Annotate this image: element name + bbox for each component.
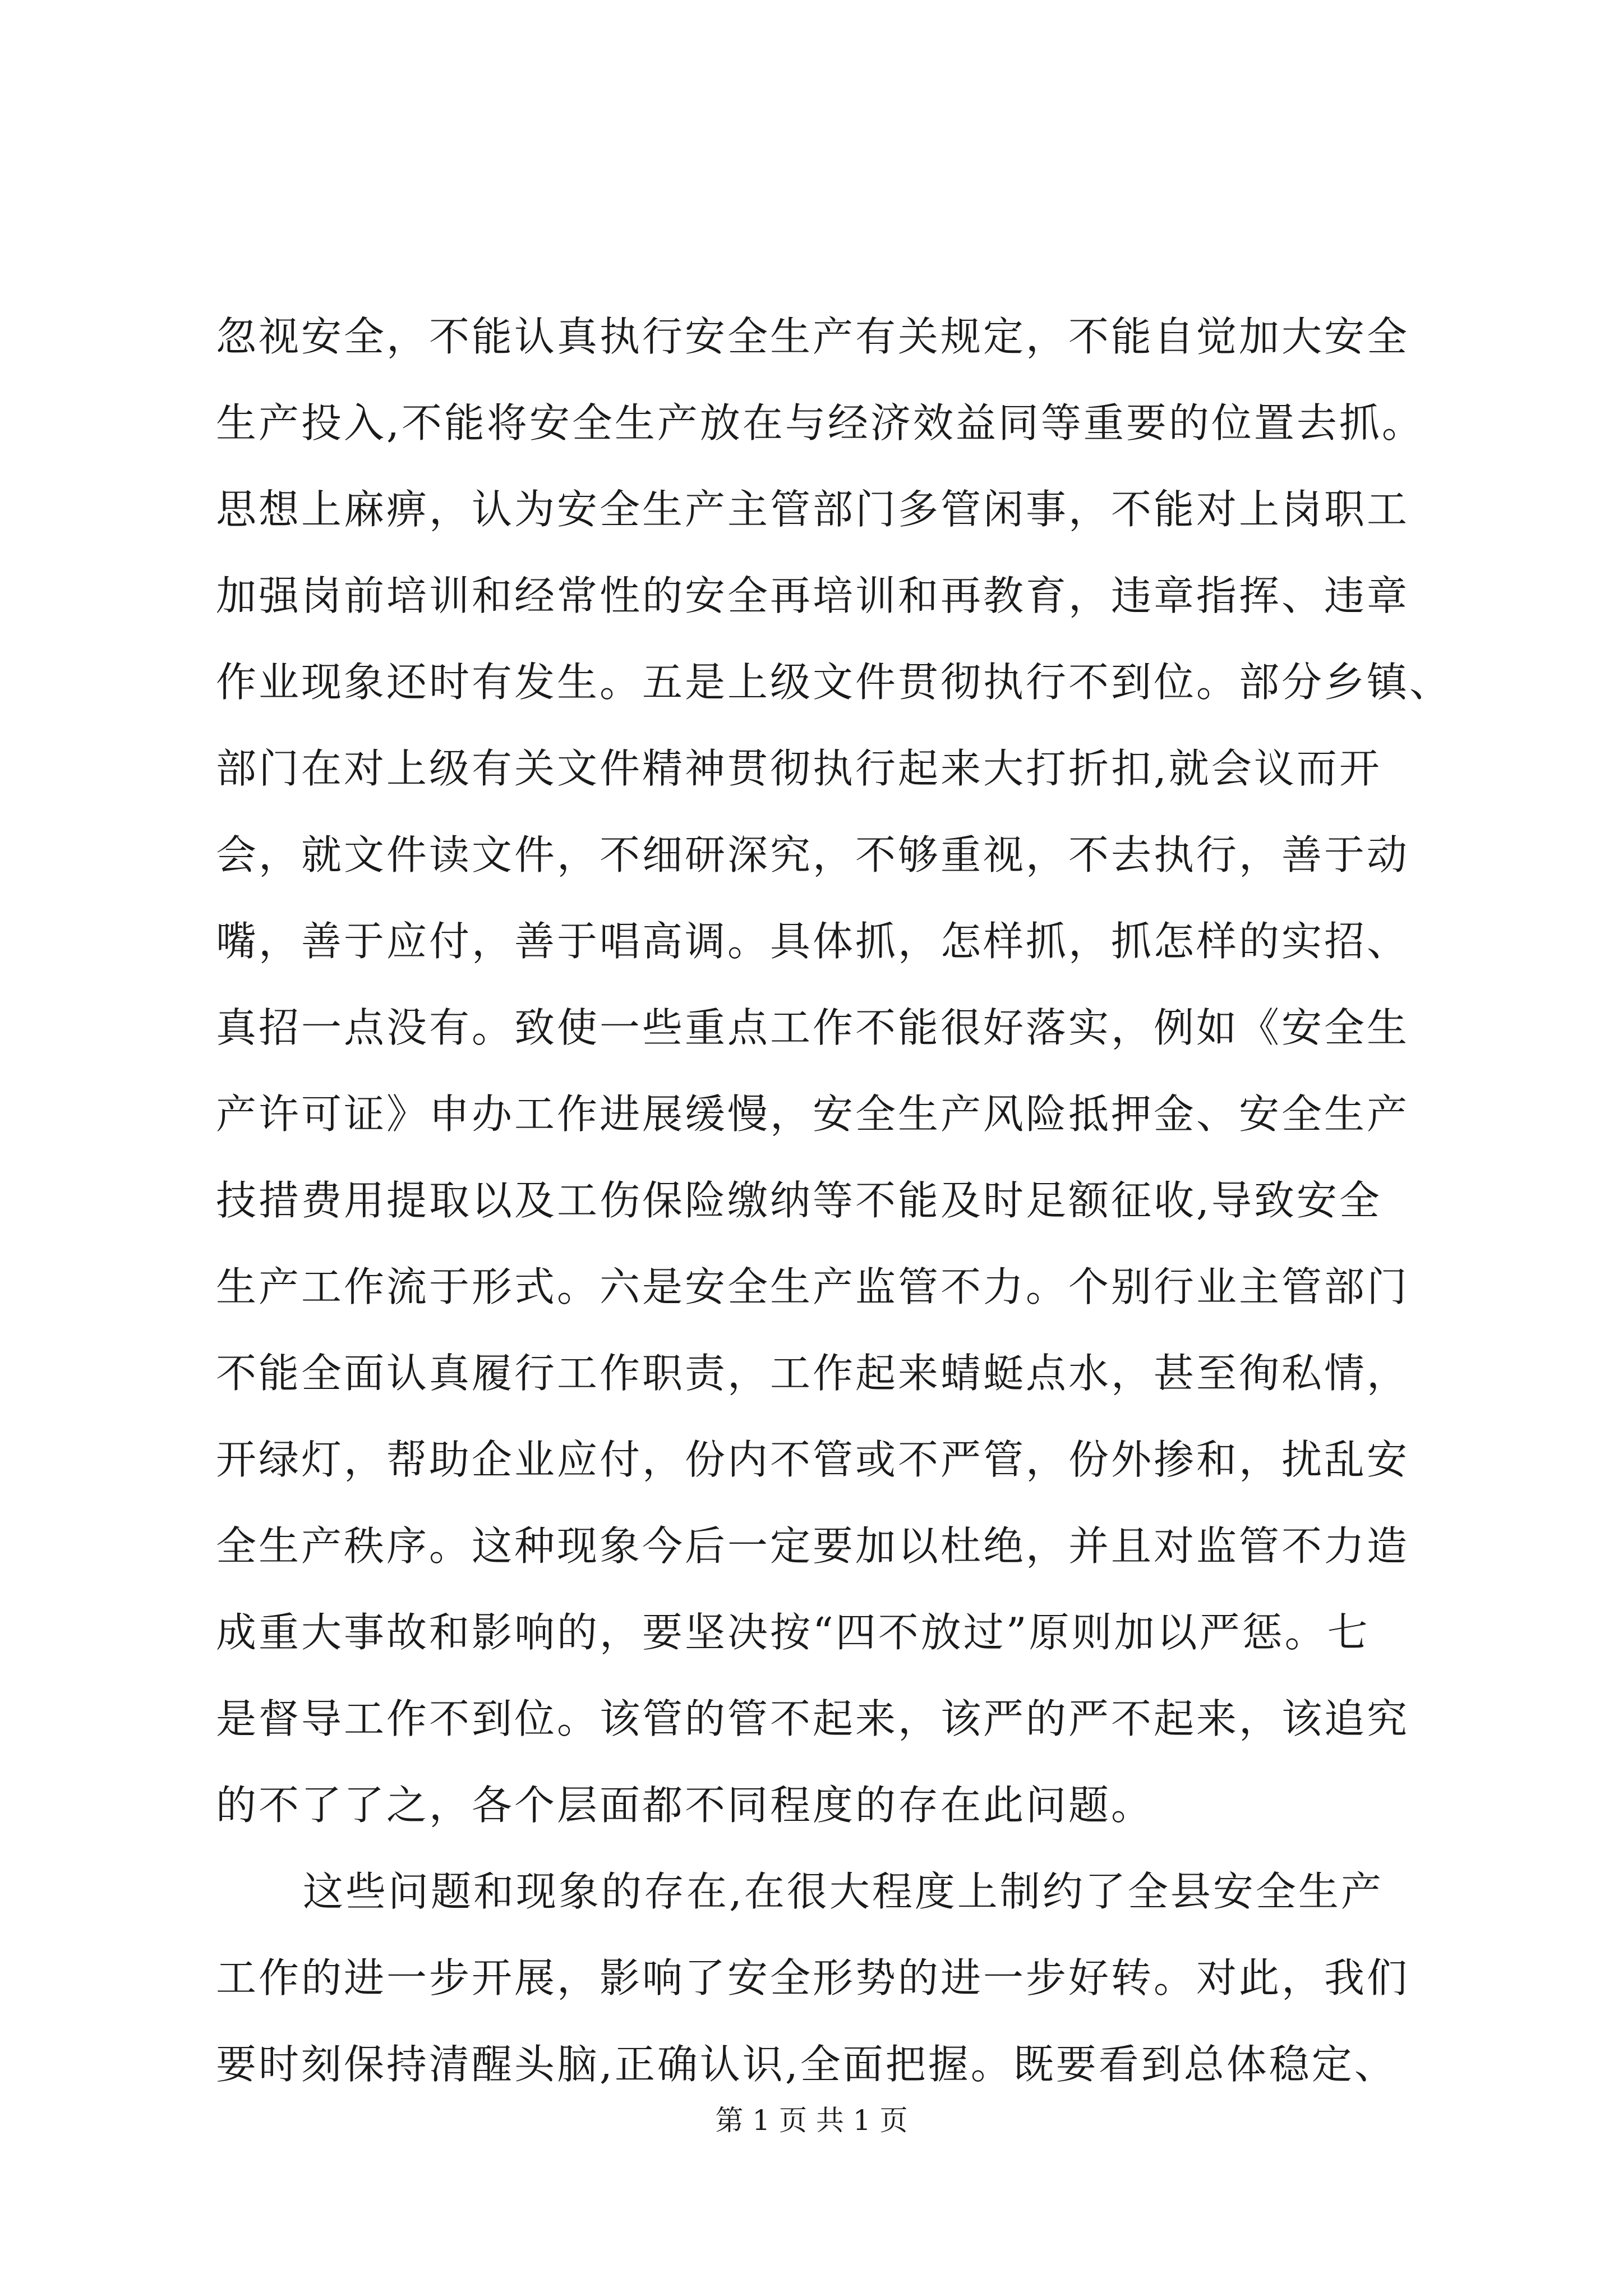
paragraph-2-line-3: 要时刻保持清醒头脑,正确认识,全面把握。既要看到总体稳定、 [216,2041,1397,2088]
body-line-6: 部门在对上级有关文件精神贯彻执行起来大打折扣,就会议而开 [216,745,1382,792]
body-line-2: 生产投入,不能将安全生产放在与经济效益同等重要的位置去抓。 [216,399,1424,447]
paragraph-2-line-2: 工作的进一步开展，影响了安全形势的进一步好转。对此，我们 [216,1954,1410,2001]
body-line-10: 产许可证》申办工作进展缓慢，安全生产风险抵押金、安全生产 [216,1091,1410,1138]
body-line-12: 生产工作流于形式。六是安全生产监管不力。个别行业主管部门 [216,1263,1410,1310]
body-line-9: 真招一点没有。致使一些重点工作不能很好落实，例如《安全生 [216,1004,1410,1051]
body-line-1: 忽视安全，不能认真执行安全生产有关规定，不能自觉加大安全 [216,313,1410,360]
paragraph-2-line-1: 这些问题和现象的存在,在很大程度上制约了全县安全生产 [303,1868,1384,1915]
body-line-16: 成重大事故和影响的，要坚决按“四不放过”原则加以严惩。七 [216,1609,1370,1656]
body-line-18: 的不了了之，各个层面都不同程度的存在此问题。 [216,1782,1154,1829]
page-number-footer: 第 1 页 共 1 页 [715,2104,908,2137]
body-line-17: 是督导工作不到位。该管的管不起来，该严的严不起来，该追究 [216,1695,1410,1742]
body-line-7: 会，就文件读文件，不细研深究，不够重视，不去执行，善于动 [216,831,1410,878]
body-line-8: 嘴，善于应付，善于唱高调。具体抓，怎样抓，抓怎样的实招、 [216,918,1410,965]
body-line-15: 全生产秩序。这种现象今后一定要加以杜绝，并且对监管不力造 [216,1522,1410,1570]
body-line-14: 开绿灯，帮助企业应付，份内不管或不严管，份外掺和，扰乱安 [216,1436,1410,1483]
body-line-3: 思想上麻痹，认为安全生产主管部门多管闲事，不能对上岗职工 [216,486,1410,533]
body-line-5: 作业现象还时有发生。五是上级文件贯彻执行不到位。部分乡镇、 [216,659,1453,706]
body-line-13: 不能全面认真履行工作职责，工作起来蜻蜓点水，甚至徇私情， [216,1350,1410,1397]
body-line-11: 技措费用提取以及工伤保险缴纳等不能及时足额征收,导致安全 [216,1177,1382,1224]
body-line-4: 加强岗前培训和经常性的安全再培训和再教育，违章指挥、违章 [216,572,1410,619]
